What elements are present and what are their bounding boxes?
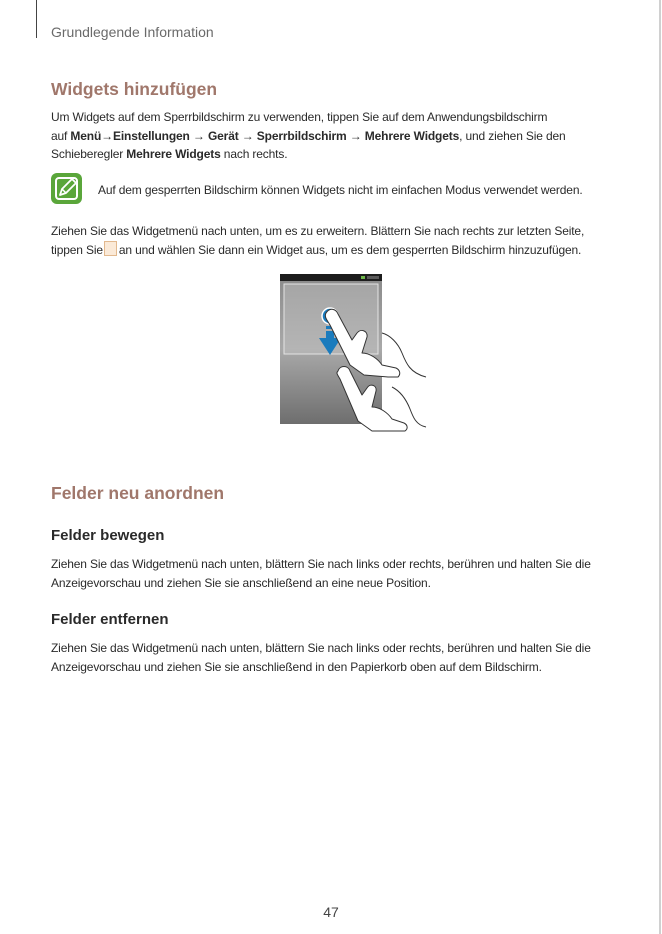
text-line: Um Widgets auf dem Sperrbildschirm zu verwenden, tippen Sie auf dem Anwendungsbildschirm xyxy=(51,110,548,124)
note-text: Auf dem gesperrten Bildschirm können Widgets nicht im einfachen Modus verwendet werden. xyxy=(98,183,583,197)
menu-path-multi-widgets: Mehrere Widgets xyxy=(364,128,460,143)
setting-name: Mehrere Widgets xyxy=(126,147,221,161)
text-span: , und ziehen Sie den xyxy=(459,128,566,143)
text-line xyxy=(51,241,611,260)
swipe-down-illustration xyxy=(278,273,430,449)
text-span: Schieberegler xyxy=(51,147,127,161)
pencil-note-icon xyxy=(51,173,82,204)
menu-path-arrow: → xyxy=(189,128,208,143)
menu-path-lockscreen: Sperrbildschirm xyxy=(256,128,347,143)
chapter-title: Grundlegende Information xyxy=(51,24,214,40)
menu-path-arrow: → xyxy=(238,128,257,143)
paragraph-widgets-howto xyxy=(51,222,611,259)
menu-path-device: Gerät xyxy=(207,128,239,143)
widget-add-icon xyxy=(104,241,117,256)
text-span: auf xyxy=(51,128,71,143)
paragraph-remove xyxy=(51,639,611,676)
text-line xyxy=(51,145,611,164)
page-number: 47 xyxy=(323,904,339,920)
paragraph-move xyxy=(51,555,611,592)
menu-path-arrow: → xyxy=(101,128,114,143)
text-span: nach rechts. xyxy=(220,147,288,161)
text-line xyxy=(51,127,611,146)
text-line: Ziehen Sie das Widgetmenü nach unten, um es zu erweitern. Blättern Sie nach rechts zur letzten Seite, xyxy=(51,224,585,238)
section-title-rearrange: Felder neu anordnen xyxy=(51,483,225,503)
subsection-title-remove: Felder entfernen xyxy=(51,611,169,628)
status-bar xyxy=(280,274,382,281)
text-line: Ziehen Sie das Widgetmenü nach unten, blättern Sie nach links oder rechts, berühren und halten Sie die xyxy=(51,641,591,655)
text-line: Ziehen Sie das Widgetmenü nach unten, blättern Sie nach links oder rechts, berühren und halten Sie die xyxy=(51,557,591,571)
section-title-widgets: Widgets hinzufügen xyxy=(51,79,218,99)
page-edge xyxy=(659,0,661,934)
menu-path-menu: Menü xyxy=(70,128,102,143)
header-rule xyxy=(36,0,37,38)
subsection-title-move: Felder bewegen xyxy=(51,527,165,544)
text-line: Anzeigevorschau und ziehen Sie sie anschließend in den Papierkorb oben auf dem Bildschirm. xyxy=(51,659,542,674)
text-line: Anzeigevorschau und ziehen Sie sie anschließend an eine neue Position. xyxy=(51,575,431,590)
menu-path-arrow: → xyxy=(346,128,365,143)
text-span: an und wählen Sie dann ein Widget aus, um es dem gesperrten Bildschirm hinzuzufügen. xyxy=(118,242,582,257)
text-span: tippen Sie xyxy=(51,242,103,257)
paragraph-widgets-intro xyxy=(51,108,611,164)
menu-path-settings: Einstellungen xyxy=(113,128,190,143)
